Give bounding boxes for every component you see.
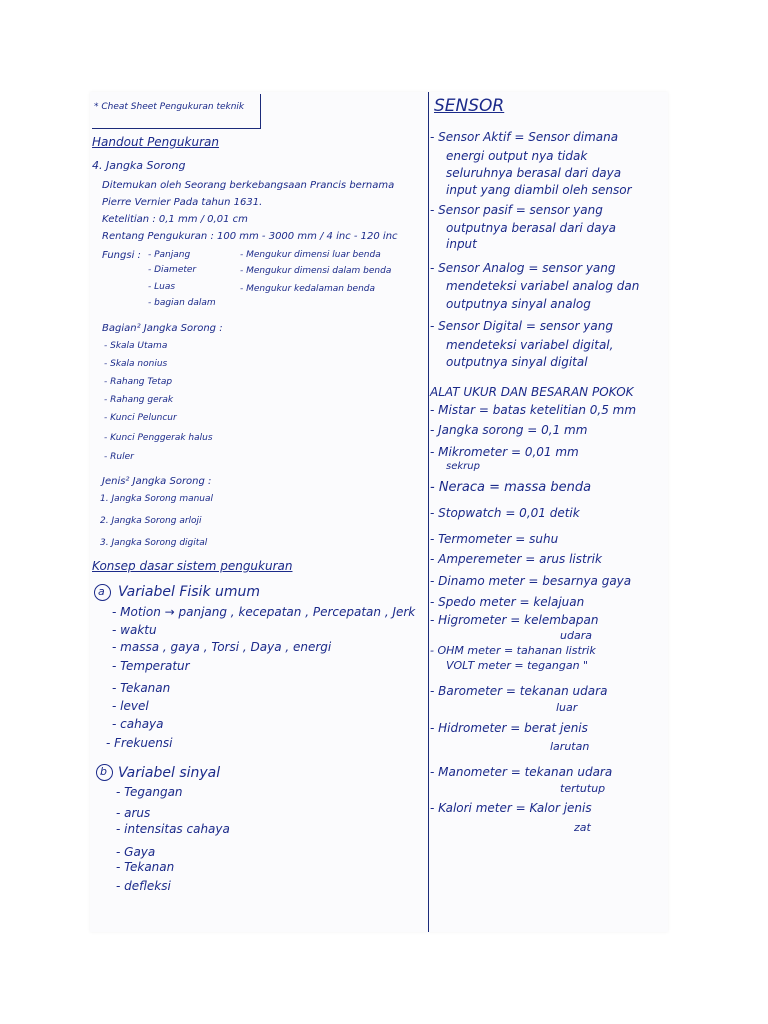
jenis-item: 2. Jangka Sorong arloji [100,516,202,526]
sensor-line: - Sensor pasif = sensor yang [430,203,603,217]
alat-item: sekrup [446,461,480,472]
var-fisik-item: - massa , gaya , Torsi , Daya , energi [112,640,332,654]
fungsi-item: - bagian dalam [148,298,216,308]
alat-item: larutan [550,740,590,753]
alat-item: tertutup [560,782,606,795]
column-divider [428,92,429,932]
alat-item: - Amperemeter = arus listrik [430,552,602,566]
alat-item: zat [574,821,591,834]
sensor-line: - Sensor Digital = sensor yang [430,319,613,333]
var-fisik-item: - Tekanan [112,681,171,695]
var-sinyal-item: - intensitas cahaya [116,822,230,836]
fungsi-desc: - Mengukur dimensi dalam benda [240,266,392,276]
fungsi-desc: - Mengukur kedalaman benda [240,284,376,294]
alat-item: - Manometer = tekanan udara [430,765,613,779]
handout-heading: Handout Pengukuran [92,135,219,149]
alat-item: - Neraca = massa benda [430,480,592,495]
bagian-item: - Ruler [104,452,134,462]
alat-item: - Mistar = batas ketelitian 0,5 mm [430,403,637,417]
jangka-line: Ketelitian : 0,1 mm / 0,01 cm [102,214,248,225]
jangka-line: Pierre Vernier Pada tahun 1631. [102,197,263,208]
sensor-line: mendeteksi variabel analog dan [446,279,640,293]
var-sinyal-item: - Tekanan [116,860,175,874]
alat-item: - Barometer = tekanan udara [430,684,608,698]
alat-item: - Higrometer = kelembapan [430,613,599,627]
sensor-heading: SENSOR [434,96,505,116]
var-sinyal-heading: Variabel sinyal [118,765,221,781]
alat-heading: ALAT UKUR DAN BESARAN POKOK [430,385,634,399]
alat-item: udara [560,629,592,642]
sensor-line: input [446,237,477,251]
fungsi-item: - Panjang [148,250,191,260]
sensor-line: outputnya berasal dari daya [446,221,616,235]
sensor-line: - Sensor Analog = sensor yang [430,261,616,275]
alat-item: - Stopwatch = 0,01 detik [430,506,580,520]
var-fisik-item: - cahaya [112,717,164,731]
var-fisik-item: - Frekuensi [106,736,173,750]
sensor-line: mendeteksi variabel digital, [446,338,614,352]
var-fisik-heading: Variabel Fisik umum [118,584,261,600]
alat-item: - Termometer = suhu [430,532,559,546]
sensor-line: input yang diambil oleh sensor [446,183,632,197]
var-sinyal-item: - defleksi [116,879,171,893]
bagian-item: - Skala nonius [104,359,168,369]
var-fisik-label: a [98,585,105,598]
fungsi-desc: - Mengukur dimensi luar benda [240,250,381,260]
konsep-heading: Konsep dasar sistem pengukuran [92,559,293,573]
alat-item: VOLT meter = tegangan " [446,659,589,672]
fungsi-item: - Diameter [148,265,197,275]
jenis-heading: Jenis² Jangka Sorong : [102,476,212,487]
sheet-title: * Cheat Sheet Pengukuran teknik [94,102,245,112]
sensor-line: - Sensor Aktif = Sensor dimana [430,130,619,144]
alat-item: luar [556,701,578,714]
var-sinyal-item: - Gaya [116,845,156,859]
bagian-heading: Bagian² Jangka Sorong : [102,323,223,334]
alat-item: - Kalori meter = Kalor jenis [430,801,592,815]
jangka-heading: 4. Jangka Sorong [92,159,186,172]
bagian-item: - Kunci Penggerak halus [104,433,213,443]
var-sinyal-label: b [100,765,107,778]
var-fisik-item: - Temperatur [112,659,190,673]
var-fisik-item: - Motion → panjang , kecepatan , Percepatan , Jerk [112,605,416,619]
fungsi-label: Fungsi : [102,250,141,261]
var-fisik-item: - level [112,699,149,713]
sensor-line: outputnya sinyal analog [446,297,591,311]
fungsi-item: - Luas [148,282,176,292]
jenis-item: 3. Jangka Sorong digital [100,538,208,548]
bagian-item: - Kunci Peluncur [104,413,177,423]
jenis-item: 1. Jangka Sorong manual [100,494,214,504]
alat-item: - Jangka sorong = 0,1 mm [430,423,588,437]
alat-item: - Spedo meter = kelajuan [430,595,585,609]
var-fisik-item: - waktu [112,623,157,637]
alat-item: - OHM meter = tahanan listrik [430,644,596,657]
bagian-item: - Rahang Tetap [104,377,173,387]
alat-item: - Hidrometer = berat jenis [430,721,588,735]
jangka-line: Ditemukan oleh Seorang berkebangsaan Prancis bernama [102,180,395,191]
sensor-line: seluruhnya berasal dari daya [446,166,622,180]
bagian-item: - Rahang gerak [104,395,174,405]
alat-item: - Dinamo meter = besarnya gaya [430,574,632,588]
alat-item: - Mikrometer = 0,01 mm [430,445,579,459]
var-sinyal-item: - Tegangan [116,785,183,799]
var-sinyal-item: - arus [116,806,151,820]
jangka-line: Rentang Pengukuran : 100 mm - 3000 mm / 4 inc - 120 inc [102,231,398,242]
sensor-line: outputnya sinyal digital [446,355,588,369]
bagian-item: - Skala Utama [104,341,168,351]
sensor-line: energi output nya tidak [446,149,588,163]
